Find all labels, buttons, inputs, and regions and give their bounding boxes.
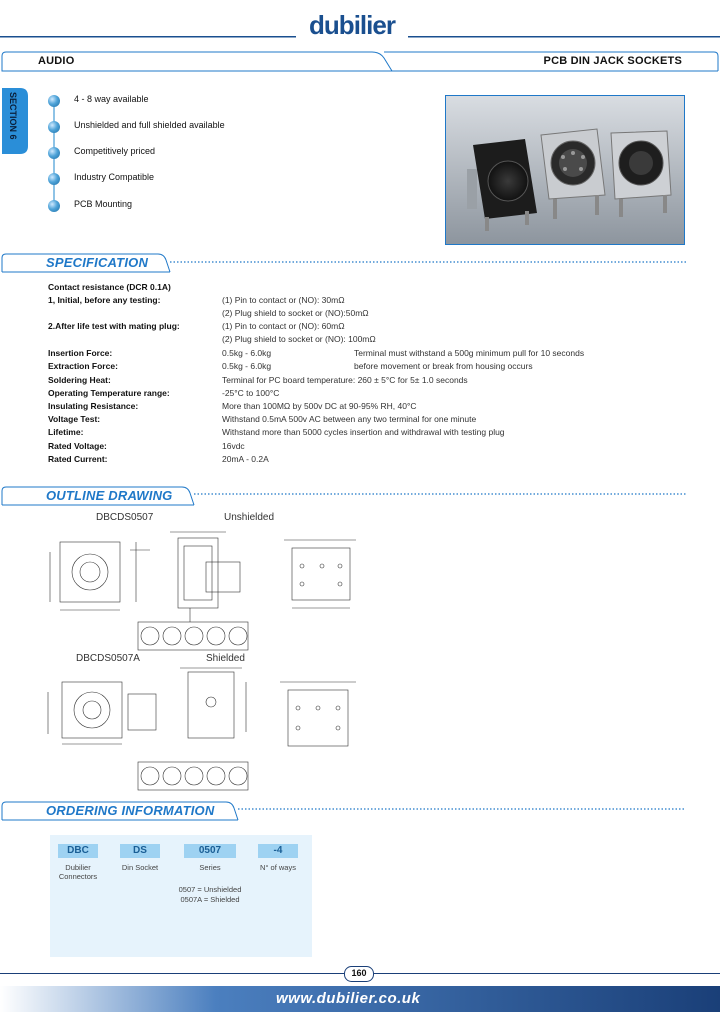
series-option: 0507A = Shielded (180, 895, 240, 904)
brand-logo (0, 8, 720, 48)
spec-label: Contact resistance (DCR 0.1A) (48, 282, 171, 292)
ordering-header (0, 800, 720, 822)
bullet-icon (48, 147, 60, 159)
spec-label: Voltage Test: (48, 414, 101, 424)
bullet-icon (48, 95, 60, 107)
spec-value: (1) Pin to contact or (NO): 30mΩ (222, 295, 345, 305)
spec-value: More than 100MΩ by 500v DC at 90-95% RH, 40°C (222, 401, 417, 411)
header-tab-bar (0, 50, 720, 72)
spec-value: (2) Plug shield to socket or (NO): 100mΩ (222, 334, 376, 344)
spec-label: Rated Voltage: (48, 441, 107, 451)
ordering-title: ORDERING INFORMATION (46, 803, 215, 818)
code-prefix: DBC (58, 844, 98, 858)
bullet-icon (48, 200, 60, 212)
feature-label: Industry Compatible (74, 172, 155, 182)
code-series: 0507 (184, 844, 236, 858)
spec-value: (1) Pin to contact or (NO): 60mΩ (222, 321, 345, 331)
divider (0, 973, 344, 974)
spec-value: Terminal for PC board temperature: 260 ± 5°C for 5± 1.0 seconds (222, 375, 468, 385)
page-number-text: 160 (351, 968, 367, 978)
series-options (160, 885, 260, 905)
spec-label: Lifetime: (48, 427, 84, 437)
section-tab-label: SECTION 6 (8, 92, 18, 140)
outline-drawing (40, 522, 370, 792)
code-prefix-desc: Dubilier Connectors (58, 863, 98, 881)
spec-value: (2) Plug shield to socket or (NO):50mΩ (222, 308, 369, 318)
feature-label: PCB Mounting (74, 199, 133, 209)
drawing-label-unshielded: Unshielded (224, 512, 275, 523)
code-type-desc: Din Socket (121, 863, 159, 872)
product-tab: PCB DIN JACK SOCKETS (543, 55, 682, 67)
spec-value: 16vdc (222, 441, 245, 451)
bullet-icon (48, 173, 60, 185)
product-photo (445, 95, 685, 245)
divider (374, 973, 720, 974)
spec-note: before movement or break from housing occurs (354, 361, 533, 371)
code-ways: -4 (258, 844, 298, 858)
footer-url[interactable]: www.dubilier.co.uk (276, 990, 421, 1007)
footer (0, 986, 720, 1012)
spec-value: 20mA - 0.2A (222, 454, 269, 464)
spec-label: Soldering Heat: (48, 375, 111, 385)
series-option: 0507 = Unshielded (178, 885, 242, 894)
spec-label: Insulating Resistance: (48, 401, 139, 411)
ordering-box (50, 835, 312, 957)
code-type: DS (120, 844, 160, 858)
spec-label: Rated Current: (48, 454, 108, 464)
specification-title: SPECIFICATION (46, 255, 149, 270)
drawing-part-shielded: DBCDS0507A (76, 653, 140, 664)
feature-label: Competitively priced (74, 146, 156, 156)
drawing-part-unshielded: DBCDS0507 (96, 512, 154, 523)
specification-header (0, 252, 720, 274)
spec-value: -25°C to 100°C (222, 388, 280, 398)
spec-value: Withstand 0.5mA 500v AC between any two terminal for one minute (222, 414, 477, 424)
drawing-label-shielded: Shielded (206, 653, 245, 664)
spec-label: Extraction Force: (48, 361, 118, 371)
spec-note: Terminal must withstand a 500g minimum pull for 10 seconds (354, 348, 585, 358)
outline-title: OUTLINE DRAWING (46, 488, 173, 503)
bullet-icon (48, 121, 60, 133)
category-tab: AUDIO (38, 55, 75, 67)
logo-text: dubilier (309, 10, 395, 40)
spec-label: 1, Initial, before any testing: (48, 295, 161, 305)
page-number (344, 966, 374, 982)
section-tab (2, 88, 28, 154)
spec-value: 0.5kg - 6.0kg (222, 348, 272, 358)
spec-label: 2.After life test with mating plug: (48, 321, 180, 331)
spec-label: Operating Temperature range: (48, 388, 170, 398)
feature-label: Unshielded and full shielded available (74, 120, 225, 130)
outline-header (0, 485, 720, 507)
code-ways-desc: N° of ways (260, 863, 296, 872)
spec-value: 0.5kg - 6.0kg (222, 361, 272, 371)
spec-value: Withstand more than 5000 cycles insertion and withdrawal with testing plug (222, 427, 505, 437)
spec-label: Insertion Force: (48, 348, 113, 358)
code-series-desc: Series (199, 863, 221, 872)
feature-label: 4 - 8 way available (74, 94, 149, 104)
